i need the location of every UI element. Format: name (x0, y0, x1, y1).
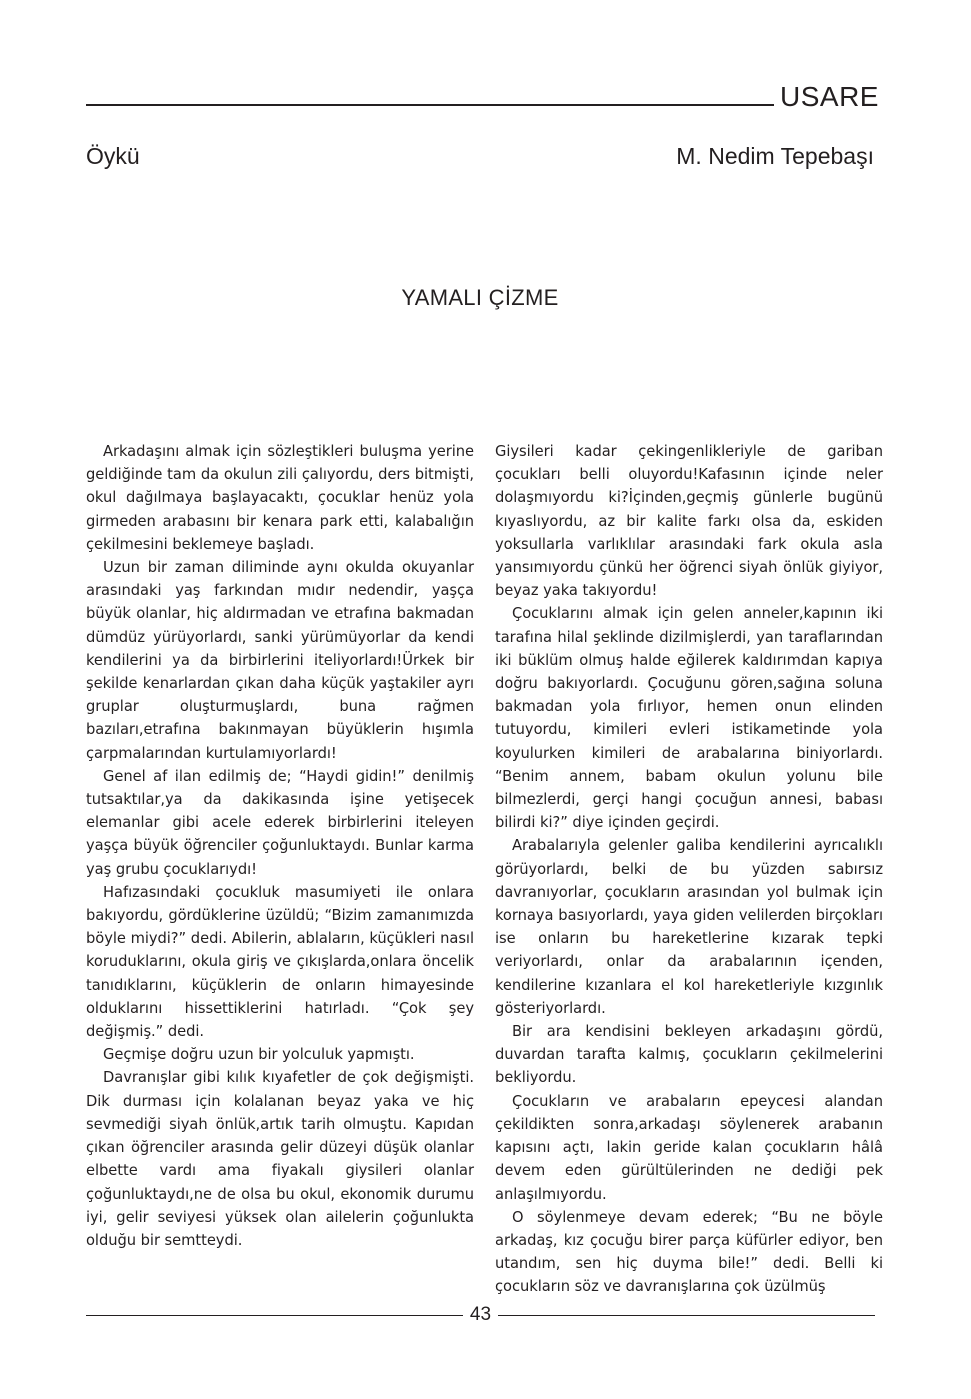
paragraph: Bir ara kendisini bekleyen arkadaşını gördü, duvardan tarafta kalmış, çocukların çekilmelerini bekliyordu. (495, 1023, 883, 1087)
paragraph: Uzun bir zaman diliminde aynı okulda okuyanlar arasındaki yaş farkından mıdır nedendir, yaşça büyük olanlar, hiç aldırmadan ve etrafına bakmadan dümdüz yürüyorlardı, sanki yürümüyorlar da kendi kendilerini ya da birbirlerini iteliyorlardı!Ürkek bir şekilde kenarlardan çıkan daha küçük yaştakiler ayrı gruplar oluşturmuşlardı, buna rağmen bazıları,etrafına bakınmayan büyüklerin hışımla çarpmalarından kurtulamıyorlardı! (86, 559, 474, 762)
header-rule (86, 104, 774, 106)
left-column (86, 440, 474, 1252)
paragraph: Arabalarıyla gelenler galiba kendilerini ayrıcalıklı görüyorlardı, belki de bu yüzden sabırsız davranıyorlar, çocukların arasından yol bulmak için kornaya basıyorlardı, yaya giden velilerden birçokları ise onların bu hareketlerine kızarak tepki veriyorlardı, onlar da arabalarının içenden, kendilerine kızanlara el kol hareketleriyle kızgınlık gösteriyorlardı. (495, 837, 883, 1017)
genre-label: Öykü (86, 143, 140, 169)
footer-rule-left (86, 1315, 463, 1316)
paragraph: Geçmişe doğru uzun bir yolculuk yapmıştı. (103, 1046, 415, 1064)
story-title: YAMALI ÇİZME (401, 285, 559, 310)
paragraph: O söylenmeye devam ederek; “Bu ne böyle arkadaş, kız çocuğu birer parça küfürler ediyor, ben utandım, sen hiç duyma bile!” dedi. Belli ki çocukların söz ve davranışlarına çok üzülmüş (495, 1208, 883, 1296)
paragraph: Çocukların ve arabaların epeycesi alandan çekildikten sonra,arkadaşı söylenerek arabanın kapısını açtı, lakin geride kalan çocukların hâlâ devem eden gürültülerinden ne dediği pek anlaşılmıyordu. (495, 1092, 883, 1203)
paragraph: Arkadaşını almak için sözleştikleri buluşma yerine geldiğinde tam da okulun zili çalıyordu, ders bitmişti, okul dağılmaya başlayacaktı, çocuklar henüz yola girmeden arabasını bir kenara park etti, kalabalığın çekilmesini beklemeye başladı. (86, 443, 474, 553)
page-number: 43 (469, 1304, 492, 1325)
footer-rule-right (498, 1315, 875, 1316)
journal-name: USARE (780, 81, 879, 112)
paragraph: Çocuklarını almak için gelen anneler,kapının iki tarafına hilal şeklinde dizilmişlerdi, yan taraflarından iki büklüm olmuş halde eğilerek kaldırımdan kapıya doğru bakıyorlardı. Çocuğunu gören,sağına soluna bakmadan yola fırlıyor, hemen onun elinden tutuyordu, kimileri evleri istikametinde yola koyulurken kimileri de arabalarına biniyorlardı. “Benim annem, babam okulun yolunu bile bilmezlerdi, gerçi hangi çocuğun annesi, babası bilirdi ki?” diye içinden geçirdi. (495, 605, 883, 832)
paragraph: Davranışlar gibi kılık kıyafetler de çok değişmişti. Dik durması için kolalanan beyaz yaka ve hiç sevmediği siyah önlük,artık tarih olmuştu. Kapıdan çıkan öğrenciler arasında gelir düzeyi düşük olanlar elbette vardı ama fiyakalı giysileri olanlar çoğunluktaydı,ne de olsa bu okul, ekonomik durumu iyi, gelir seviyesi yüksek olan ailelerin çoğunlukta olduğu bir semtteydi. (86, 1069, 474, 1249)
author-name: M. Nedim Tepebaşı (676, 143, 874, 169)
paragraph: Genel af ilan edilmiş de; “Haydi gidin!” denilmiş tutsaktılar,ya da dakikasında işine yetişecek elemanlar gibi acele ederek birbirlerini iteleyen yaşça büyük öğrenciler çoğunluktaydı. Bunlar karma yaş grubu çocuklarıydı! (86, 767, 474, 878)
right-column (495, 440, 883, 1299)
paragraph: Hafızasındaki çocukluk masumiyeti ile onlara bakıyordu, gördüklerine üzüldü; “Bizim zamanımızda böyle miydi?” dedi. Abilerin, ablaların, küçükleri nasıl koruduklarını, okula giriş ve çıkışlarda,onlara öncelik tanıdıklarını, küçüklerin de onların himayesinde olduklarını hissettiklerini hatırladı. “Çok şey değişmiş.” dedi. (86, 883, 474, 1041)
paragraph-continued: Giysileri kadar çekingenlikleriyle de gariban çocukları belli oluyordu!Kafasının içinde neler dolaşmıyordu ki?İçinden,geçmiş günlerle bugünü kıyaslıyordu, az bir kalite farkı olsa da, eskiden yoksullarla varlıklılar arasındaki fark okula asla yansımıyordu çünkü her öğrenci siyah önlük giyiyor, beyaz yaka takıyordu! (495, 443, 883, 600)
